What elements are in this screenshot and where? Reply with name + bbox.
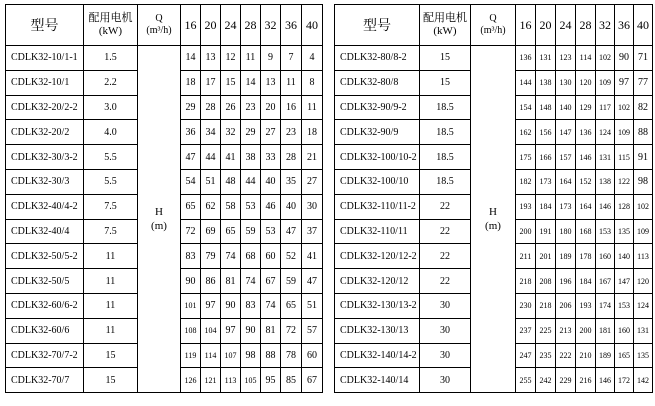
head-value-cell: 172 bbox=[615, 368, 634, 393]
motor-power-cell: 30 bbox=[420, 343, 471, 368]
head-value-cell: 28 bbox=[201, 95, 221, 120]
head-value-cell: 102 bbox=[596, 46, 615, 71]
head-value-cell: 83 bbox=[241, 293, 261, 318]
head-value-cell: 11 bbox=[302, 95, 323, 120]
head-value-cell: 29 bbox=[181, 95, 201, 120]
flow-header bbox=[138, 5, 181, 46]
model-cell: CDLK32-60/6 bbox=[6, 318, 84, 343]
head-value-cell: 41 bbox=[221, 145, 241, 170]
model-cell: CDLK32-60/6-2 bbox=[6, 293, 84, 318]
head-value-cell: 97 bbox=[615, 70, 634, 95]
model-cell: CDLK32-80/8 bbox=[335, 70, 420, 95]
header-row bbox=[335, 5, 653, 46]
motor-power-cell: 5.5 bbox=[84, 169, 138, 194]
left-performance-table bbox=[5, 4, 323, 393]
head-value-cell: 122 bbox=[615, 169, 634, 194]
head-value-cell: 54 bbox=[181, 169, 201, 194]
head-value-cell: 18 bbox=[181, 70, 201, 95]
motor-power-header bbox=[420, 5, 471, 46]
head-value-cell: 97 bbox=[201, 293, 221, 318]
head-value-cell: 160 bbox=[615, 318, 634, 343]
head-value-cell: 15 bbox=[221, 70, 241, 95]
head-value-cell: 101 bbox=[181, 293, 201, 318]
motor-power-cell: 30 bbox=[420, 293, 471, 318]
head-value-cell: 164 bbox=[556, 169, 576, 194]
head-value-cell: 11 bbox=[241, 46, 261, 71]
table-row bbox=[6, 46, 323, 71]
head-value-cell: 146 bbox=[596, 194, 615, 219]
head-value-cell: 160 bbox=[596, 244, 615, 269]
head-value-cell: 33 bbox=[261, 145, 281, 170]
head-value-cell: 7 bbox=[281, 46, 302, 71]
flow-value-header: 20 bbox=[536, 5, 556, 46]
head-value-cell: 27 bbox=[302, 169, 323, 194]
flow-header-unit: (m³/h) bbox=[480, 25, 506, 36]
model-cell: CDLK32-80/8-2 bbox=[335, 46, 420, 71]
head-value-cell: 62 bbox=[201, 194, 221, 219]
head-value-cell: 193 bbox=[576, 293, 596, 318]
head-value-cell: 255 bbox=[516, 368, 536, 393]
head-value-cell: 13 bbox=[201, 46, 221, 71]
head-value-cell: 210 bbox=[576, 343, 596, 368]
head-value-cell: 189 bbox=[596, 343, 615, 368]
head-value-cell: 53 bbox=[241, 194, 261, 219]
head-value-cell: 229 bbox=[556, 368, 576, 393]
head-value-cell: 37 bbox=[302, 219, 323, 244]
head-value-cell: 46 bbox=[261, 194, 281, 219]
head-value-cell: 88 bbox=[634, 120, 653, 145]
head-value-cell: 44 bbox=[241, 169, 261, 194]
motor-power-cell: 15 bbox=[84, 368, 138, 393]
head-value-cell: 72 bbox=[281, 318, 302, 343]
model-cell: CDLK32-30/3-2 bbox=[6, 145, 84, 170]
motor-power-header bbox=[84, 5, 138, 46]
head-value-cell: 8 bbox=[302, 70, 323, 95]
head-value-cell: 78 bbox=[281, 343, 302, 368]
motor-power-cell: 22 bbox=[420, 219, 471, 244]
head-value-cell: 200 bbox=[576, 318, 596, 343]
model-cell: CDLK32-50/5 bbox=[6, 269, 84, 294]
head-value-cell: 35 bbox=[281, 169, 302, 194]
head-value-cell: 23 bbox=[241, 95, 261, 120]
flow-value-header: 16 bbox=[516, 5, 536, 46]
head-value-cell: 59 bbox=[281, 269, 302, 294]
head-value-cell: 180 bbox=[556, 219, 576, 244]
motor-power-cell: 22 bbox=[420, 244, 471, 269]
head-value-cell: 113 bbox=[634, 244, 653, 269]
flow-value-header: 16 bbox=[181, 5, 201, 46]
head-value-cell: 104 bbox=[201, 318, 221, 343]
head-value-cell: 124 bbox=[634, 293, 653, 318]
model-cell: CDLK32-120/12 bbox=[335, 269, 420, 294]
motor-power-cell: 30 bbox=[420, 368, 471, 393]
head-value-cell: 114 bbox=[201, 343, 221, 368]
head-value-cell: 225 bbox=[536, 318, 556, 343]
head-label-cell bbox=[471, 46, 516, 393]
head-value-cell: 47 bbox=[281, 219, 302, 244]
motor-power-header-label: 配用电机 bbox=[423, 12, 467, 24]
model-cell: CDLK32-70/7-2 bbox=[6, 343, 84, 368]
model-cell: CDLK32-130/13-2 bbox=[335, 293, 420, 318]
head-value-cell: 51 bbox=[201, 169, 221, 194]
head-value-cell: 86 bbox=[201, 269, 221, 294]
head-value-cell: 154 bbox=[516, 95, 536, 120]
flow-value-header: 40 bbox=[302, 5, 323, 46]
head-value-cell: 98 bbox=[241, 343, 261, 368]
model-cell: CDLK32-140/14-2 bbox=[335, 343, 420, 368]
head-value-cell: 20 bbox=[261, 95, 281, 120]
head-value-cell: 38 bbox=[241, 145, 261, 170]
head-value-cell: 242 bbox=[536, 368, 556, 393]
motor-power-header-label: 配用电机 bbox=[88, 12, 133, 24]
head-value-cell: 135 bbox=[615, 219, 634, 244]
head-value-cell: 90 bbox=[241, 318, 261, 343]
motor-power-cell: 7.5 bbox=[84, 219, 138, 244]
head-value-cell: 68 bbox=[241, 244, 261, 269]
head-value-cell: 136 bbox=[576, 120, 596, 145]
head-label-cell bbox=[138, 46, 181, 393]
head-value-cell: 181 bbox=[596, 318, 615, 343]
motor-power-cell: 2.2 bbox=[84, 70, 138, 95]
head-unit: (m) bbox=[485, 220, 501, 233]
head-value-cell: 60 bbox=[261, 244, 281, 269]
head-value-cell: 85 bbox=[281, 368, 302, 393]
head-label: H bbox=[155, 206, 163, 219]
table-row bbox=[335, 46, 653, 71]
head-value-cell: 200 bbox=[516, 219, 536, 244]
model-cell: CDLK32-10/1 bbox=[6, 70, 84, 95]
motor-power-cell: 22 bbox=[420, 269, 471, 294]
head-value-cell: 123 bbox=[556, 46, 576, 71]
head-value-cell: 32 bbox=[221, 120, 241, 145]
head-value-cell: 213 bbox=[556, 318, 576, 343]
head-value-cell: 119 bbox=[181, 343, 201, 368]
head-value-cell: 146 bbox=[596, 368, 615, 393]
flow-value-header: 32 bbox=[596, 5, 615, 46]
head-value-cell: 74 bbox=[241, 269, 261, 294]
motor-power-cell: 5.5 bbox=[84, 145, 138, 170]
head-value-cell: 218 bbox=[516, 269, 536, 294]
head-value-cell: 18 bbox=[302, 120, 323, 145]
head-value-cell: 17 bbox=[201, 70, 221, 95]
head-value-cell: 113 bbox=[221, 368, 241, 393]
motor-power-cell: 15 bbox=[420, 46, 471, 71]
head-value-cell: 23 bbox=[281, 120, 302, 145]
head-value-cell: 90 bbox=[615, 46, 634, 71]
model-cell: CDLK32-130/13 bbox=[335, 318, 420, 343]
head-value-cell: 140 bbox=[556, 95, 576, 120]
head-value-cell: 148 bbox=[536, 95, 556, 120]
head-value-cell: 95 bbox=[261, 368, 281, 393]
head-value-cell: 40 bbox=[261, 169, 281, 194]
head-value-cell: 21 bbox=[302, 145, 323, 170]
head-value-cell: 115 bbox=[615, 145, 634, 170]
flow-header-label: Q bbox=[489, 13, 497, 24]
motor-power-cell: 11 bbox=[84, 318, 138, 343]
head-value-cell: 128 bbox=[615, 194, 634, 219]
motor-power-cell: 1.5 bbox=[84, 46, 138, 71]
head-value-cell: 126 bbox=[181, 368, 201, 393]
motor-power-cell: 7.5 bbox=[84, 194, 138, 219]
head-value-cell: 165 bbox=[615, 343, 634, 368]
head-value-cell: 14 bbox=[241, 70, 261, 95]
head-value-cell: 166 bbox=[536, 145, 556, 170]
flow-value-header: 28 bbox=[576, 5, 596, 46]
model-cell: CDLK32-90/9-2 bbox=[335, 95, 420, 120]
head-value-cell: 4 bbox=[302, 46, 323, 71]
head-value-cell: 138 bbox=[596, 169, 615, 194]
head-value-cell: 216 bbox=[576, 368, 596, 393]
head-value-cell: 222 bbox=[556, 343, 576, 368]
head-value-cell: 153 bbox=[615, 293, 634, 318]
head-value-cell: 168 bbox=[576, 219, 596, 244]
head-value-cell: 67 bbox=[261, 269, 281, 294]
head-value-cell: 230 bbox=[516, 293, 536, 318]
head-value-cell: 146 bbox=[576, 145, 596, 170]
head-unit: (m) bbox=[151, 220, 167, 233]
motor-power-cell: 18.5 bbox=[420, 95, 471, 120]
head-value-cell: 157 bbox=[556, 145, 576, 170]
motor-power-cell: 11 bbox=[84, 293, 138, 318]
motor-power-header-unit: (kW) bbox=[98, 25, 123, 37]
model-cell: CDLK32-40/4 bbox=[6, 219, 84, 244]
head-value-cell: 105 bbox=[241, 368, 261, 393]
head-value-cell: 83 bbox=[181, 244, 201, 269]
head-value-cell: 57 bbox=[302, 318, 323, 343]
head-value-cell: 71 bbox=[634, 46, 653, 71]
head-value-cell: 114 bbox=[576, 46, 596, 71]
flow-value-header: 24 bbox=[221, 5, 241, 46]
head-value-cell: 72 bbox=[181, 219, 201, 244]
head-value-cell: 14 bbox=[181, 46, 201, 71]
head-value-cell: 77 bbox=[634, 70, 653, 95]
head-value-cell: 120 bbox=[634, 269, 653, 294]
head-value-cell: 40 bbox=[281, 194, 302, 219]
head-value-cell: 109 bbox=[634, 219, 653, 244]
head-value-cell: 175 bbox=[516, 145, 536, 170]
model-cell: CDLK32-70/7 bbox=[6, 368, 84, 393]
head-value-cell: 34 bbox=[201, 120, 221, 145]
motor-power-cell: 22 bbox=[420, 194, 471, 219]
head-value-cell: 144 bbox=[516, 70, 536, 95]
head-value-cell: 130 bbox=[556, 70, 576, 95]
head-value-cell: 138 bbox=[536, 70, 556, 95]
head-value-cell: 174 bbox=[596, 293, 615, 318]
head-value-cell: 184 bbox=[576, 269, 596, 294]
head-value-cell: 97 bbox=[221, 318, 241, 343]
flow-value-header: 36 bbox=[615, 5, 634, 46]
head-value-cell: 67 bbox=[302, 368, 323, 393]
head-value-cell: 48 bbox=[221, 169, 241, 194]
head-value-cell: 178 bbox=[576, 244, 596, 269]
head-value-cell: 173 bbox=[536, 169, 556, 194]
head-value-cell: 102 bbox=[634, 194, 653, 219]
motor-power-cell: 15 bbox=[420, 70, 471, 95]
model-header: 型号 bbox=[6, 5, 84, 46]
motor-power-cell: 11 bbox=[84, 269, 138, 294]
motor-power-cell: 18.5 bbox=[420, 169, 471, 194]
head-value-cell: 196 bbox=[556, 269, 576, 294]
head-value-cell: 65 bbox=[281, 293, 302, 318]
head-value-cell: 131 bbox=[536, 46, 556, 71]
head-value-cell: 121 bbox=[201, 368, 221, 393]
model-cell: CDLK32-110/11 bbox=[335, 219, 420, 244]
head-value-cell: 140 bbox=[615, 244, 634, 269]
head-value-cell: 81 bbox=[221, 269, 241, 294]
model-cell: CDLK32-100/10 bbox=[335, 169, 420, 194]
flow-value-header: 40 bbox=[634, 5, 653, 46]
head-value-cell: 108 bbox=[181, 318, 201, 343]
flow-header-label: Q bbox=[155, 13, 163, 24]
head-value-cell: 131 bbox=[596, 145, 615, 170]
head-value-cell: 206 bbox=[556, 293, 576, 318]
model-cell: CDLK32-20/2 bbox=[6, 120, 84, 145]
motor-power-cell: 30 bbox=[420, 318, 471, 343]
model-cell: CDLK32-10/1-1 bbox=[6, 46, 84, 71]
head-value-cell: 152 bbox=[576, 169, 596, 194]
motor-power-cell: 18.5 bbox=[420, 145, 471, 170]
head-value-cell: 247 bbox=[516, 343, 536, 368]
head-value-cell: 59 bbox=[241, 219, 261, 244]
flow-value-header: 36 bbox=[281, 5, 302, 46]
head-value-cell: 193 bbox=[516, 194, 536, 219]
right-table-body bbox=[335, 46, 653, 393]
head-value-cell: 208 bbox=[536, 269, 556, 294]
head-value-cell: 107 bbox=[221, 343, 241, 368]
head-value-cell: 90 bbox=[221, 293, 241, 318]
head-value-cell: 65 bbox=[221, 219, 241, 244]
model-cell: CDLK32-20/2-2 bbox=[6, 95, 84, 120]
left-table-body bbox=[6, 46, 323, 393]
head-value-cell: 117 bbox=[596, 95, 615, 120]
head-value-cell: 173 bbox=[556, 194, 576, 219]
head-value-cell: 201 bbox=[536, 244, 556, 269]
head-value-cell: 88 bbox=[261, 343, 281, 368]
head-value-cell: 58 bbox=[221, 194, 241, 219]
head-value-cell: 16 bbox=[281, 95, 302, 120]
model-cell: CDLK32-50/5-2 bbox=[6, 244, 84, 269]
head-value-cell: 91 bbox=[634, 145, 653, 170]
head-value-cell: 235 bbox=[536, 343, 556, 368]
head-value-cell: 153 bbox=[596, 219, 615, 244]
flow-header bbox=[471, 5, 516, 46]
model-cell: CDLK32-90/9 bbox=[335, 120, 420, 145]
flow-value-header: 20 bbox=[201, 5, 221, 46]
model-cell: CDLK32-140/14 bbox=[335, 368, 420, 393]
flow-value-header: 24 bbox=[556, 5, 576, 46]
head-value-cell: 12 bbox=[221, 46, 241, 71]
head-value-cell: 136 bbox=[516, 46, 536, 71]
right-performance-table bbox=[334, 4, 653, 393]
motor-power-cell: 4.0 bbox=[84, 120, 138, 145]
head-value-cell: 13 bbox=[261, 70, 281, 95]
head-value-cell: 129 bbox=[576, 95, 596, 120]
head-value-cell: 47 bbox=[181, 145, 201, 170]
head-value-cell: 27 bbox=[261, 120, 281, 145]
head-value-cell: 30 bbox=[302, 194, 323, 219]
head-value-cell: 120 bbox=[576, 70, 596, 95]
head-value-cell: 182 bbox=[516, 169, 536, 194]
motor-power-cell: 15 bbox=[84, 343, 138, 368]
motor-power-cell: 18.5 bbox=[420, 120, 471, 145]
head-value-cell: 189 bbox=[556, 244, 576, 269]
head-value-cell: 69 bbox=[201, 219, 221, 244]
head-value-cell: 53 bbox=[261, 219, 281, 244]
head-value-cell: 74 bbox=[221, 244, 241, 269]
head-value-cell: 218 bbox=[536, 293, 556, 318]
head-value-cell: 60 bbox=[302, 343, 323, 368]
model-header: 型号 bbox=[335, 5, 420, 46]
motor-power-cell: 11 bbox=[84, 244, 138, 269]
motor-power-cell: 3.0 bbox=[84, 95, 138, 120]
head-value-cell: 47 bbox=[302, 269, 323, 294]
head-value-cell: 124 bbox=[596, 120, 615, 145]
header-row bbox=[6, 5, 323, 46]
head-value-cell: 167 bbox=[596, 269, 615, 294]
head-value-cell: 82 bbox=[634, 95, 653, 120]
head-value-cell: 52 bbox=[281, 244, 302, 269]
head-value-cell: 51 bbox=[302, 293, 323, 318]
flow-header-unit: (m³/h) bbox=[146, 25, 172, 36]
head-value-cell: 184 bbox=[536, 194, 556, 219]
head-value-cell: 142 bbox=[634, 368, 653, 393]
head-value-cell: 74 bbox=[261, 293, 281, 318]
head-value-cell: 65 bbox=[181, 194, 201, 219]
head-value-cell: 237 bbox=[516, 318, 536, 343]
head-value-cell: 162 bbox=[516, 120, 536, 145]
head-value-cell: 147 bbox=[615, 269, 634, 294]
model-cell: CDLK32-120/12-2 bbox=[335, 244, 420, 269]
motor-power-header-unit: (kW) bbox=[433, 25, 457, 37]
head-value-cell: 191 bbox=[536, 219, 556, 244]
head-value-cell: 44 bbox=[201, 145, 221, 170]
head-value-cell: 102 bbox=[615, 95, 634, 120]
head-value-cell: 41 bbox=[302, 244, 323, 269]
model-cell: CDLK32-100/10-2 bbox=[335, 145, 420, 170]
head-value-cell: 211 bbox=[516, 244, 536, 269]
head-value-cell: 36 bbox=[181, 120, 201, 145]
head-value-cell: 109 bbox=[615, 120, 634, 145]
model-cell: CDLK32-40/4-2 bbox=[6, 194, 84, 219]
head-label: H bbox=[489, 206, 497, 219]
model-cell: CDLK32-110/11-2 bbox=[335, 194, 420, 219]
head-value-cell: 164 bbox=[576, 194, 596, 219]
head-value-cell: 9 bbox=[261, 46, 281, 71]
head-value-cell: 79 bbox=[201, 244, 221, 269]
head-value-cell: 147 bbox=[556, 120, 576, 145]
head-value-cell: 135 bbox=[634, 343, 653, 368]
head-value-cell: 109 bbox=[596, 70, 615, 95]
head-value-cell: 29 bbox=[241, 120, 261, 145]
head-value-cell: 90 bbox=[181, 269, 201, 294]
head-value-cell: 98 bbox=[634, 169, 653, 194]
head-value-cell: 156 bbox=[536, 120, 556, 145]
head-value-cell: 81 bbox=[261, 318, 281, 343]
flow-value-header: 28 bbox=[241, 5, 261, 46]
flow-value-header: 32 bbox=[261, 5, 281, 46]
head-value-cell: 131 bbox=[634, 318, 653, 343]
head-value-cell: 28 bbox=[281, 145, 302, 170]
head-value-cell: 26 bbox=[221, 95, 241, 120]
head-value-cell: 11 bbox=[281, 70, 302, 95]
model-cell: CDLK32-30/3 bbox=[6, 169, 84, 194]
